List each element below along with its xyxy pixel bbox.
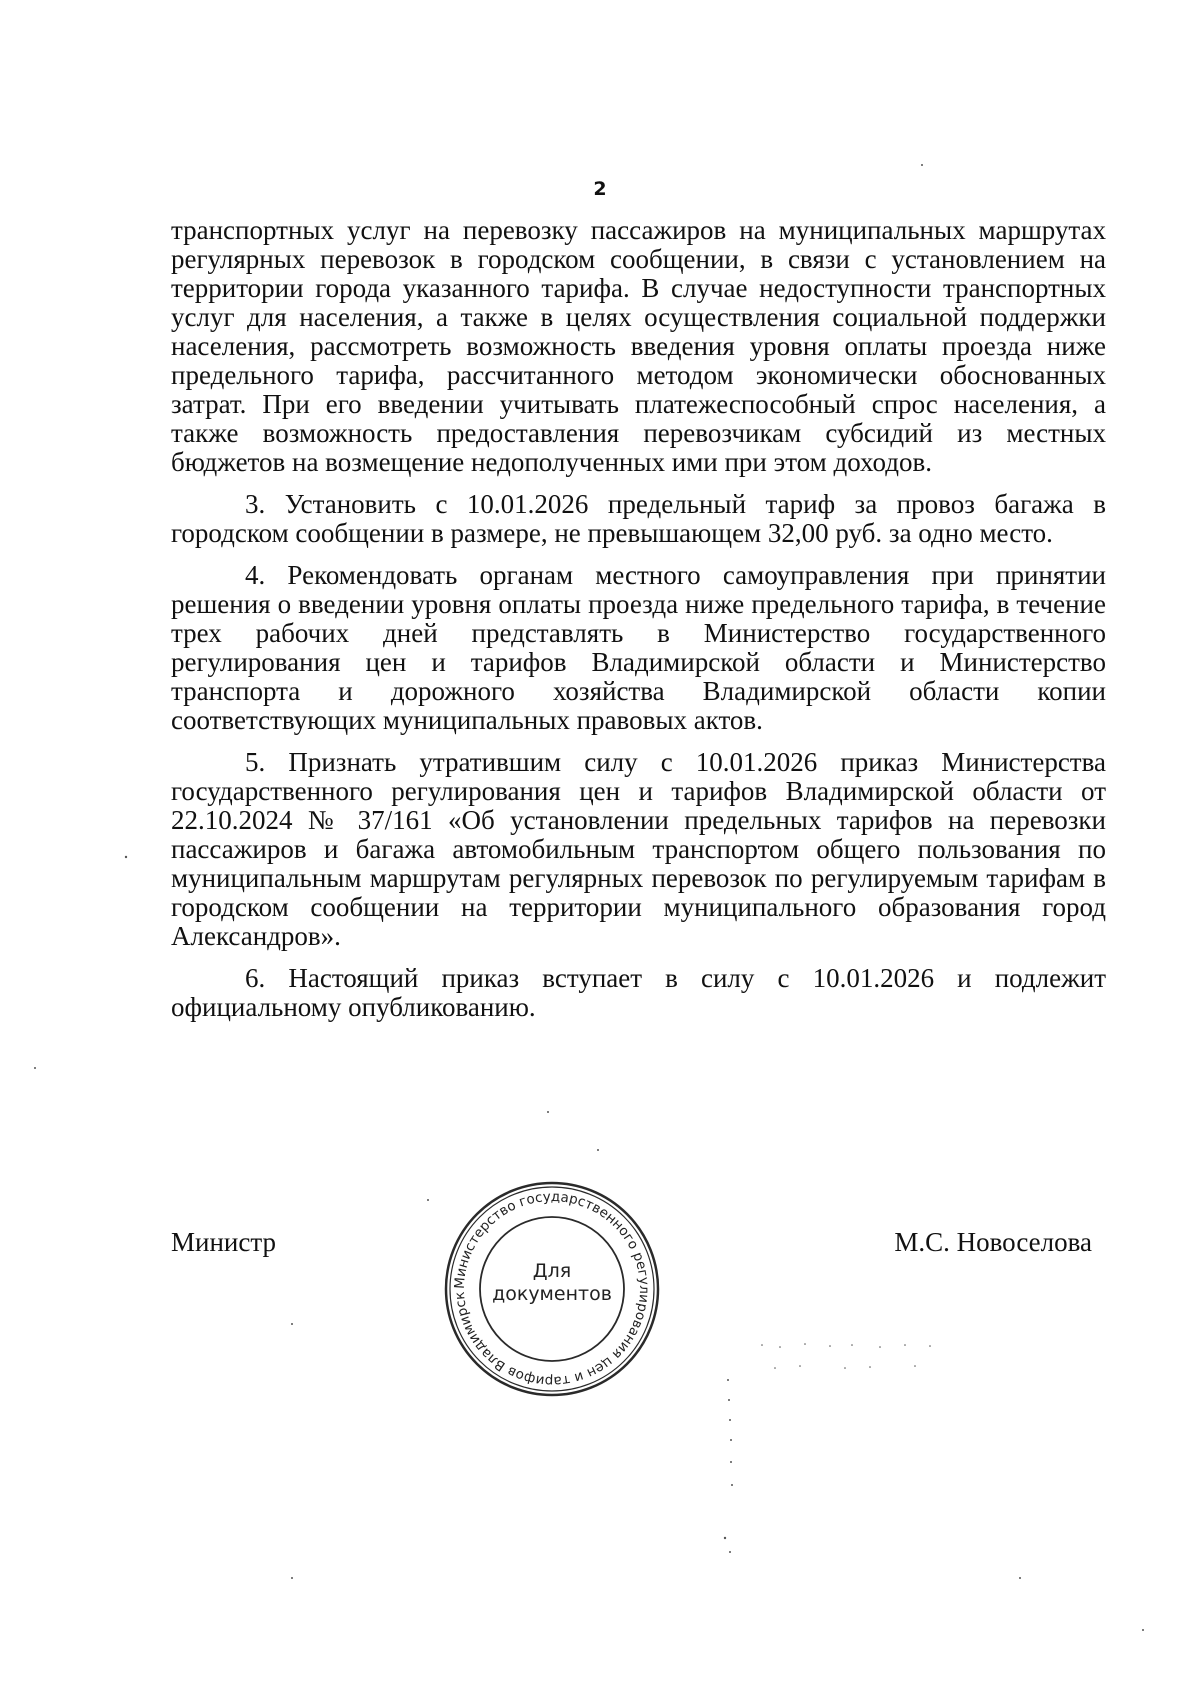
seal-center-line-1: Для bbox=[532, 1260, 572, 1282]
seal-ring-text: Министерство государственного регулирования цен и тарифов Владимирск bbox=[451, 1188, 653, 1390]
seal-center-line-2: документов bbox=[492, 1283, 612, 1305]
official-seal bbox=[441, 1178, 663, 1400]
paragraph-item-5: 5. Признать утратившим силу с 10.01.2026 приказ Министерства государственного регулирования цен и тарифов Владимирской области от 22.10.2024 № 37/161 «Об установлении предельных тарифов на перевозки пассажиров и багажа автомобильным транспортом общего пользования по муниципальным маршрутам регулярных перевозок по регулируемым тарифам в городском сообщении на территории муниципального образования город Александров». bbox=[171, 747, 1106, 951]
paragraph-item-3: 3. Установить с 10.01.2026 предельный тариф за провоз багажа в городском сообщении в размере, не превышающем 32,00 руб. за одно место. bbox=[171, 489, 1106, 548]
signature-title: Министр bbox=[171, 1227, 276, 1257]
paragraph-continuation: транспортных услуг на перевозку пассажиров на муниципальных маршрутах регулярных перевозок в городском сообщении, в связи с установлением на территории города указанного тарифа. В случае недоступности транспортных услуг для населения, а также в целях осуществления социальной поддержки населения, рассмотреть возможность введения уровня оплаты проезда ниже предельного тарифа, рассчитанного методом экономически обоснованных затрат. При его введении учитывать платежеспособный спрос населения, а также возможность предоставления перевозчикам субсидий из местных бюджетов на возмещение недополученных ими при этом доходов. bbox=[171, 215, 1106, 477]
seal-center-text bbox=[441, 1260, 663, 1306]
paragraph-item-4: 4. Рекомендовать органам местного самоуправления при принятии решения о введении уровня оплаты проезда ниже предельного тарифа, в течение трех рабочих дней представлять в Министерство государственного регулирования цен и тарифов Владимирской области и Министерство транспорта и дорожного хозяйства Владимирской области копии соответствующих муниципальных правовых актов. bbox=[171, 560, 1106, 735]
page-number: 2 bbox=[593, 178, 607, 200]
signature-name: М.С. Новоселова bbox=[894, 1227, 1092, 1257]
document-body bbox=[171, 216, 1106, 1035]
paragraph-item-6: 6. Настоящий приказ вступает в силу с 10.01.2026 и подлежит официальному опубликованию. bbox=[171, 963, 1106, 1022]
